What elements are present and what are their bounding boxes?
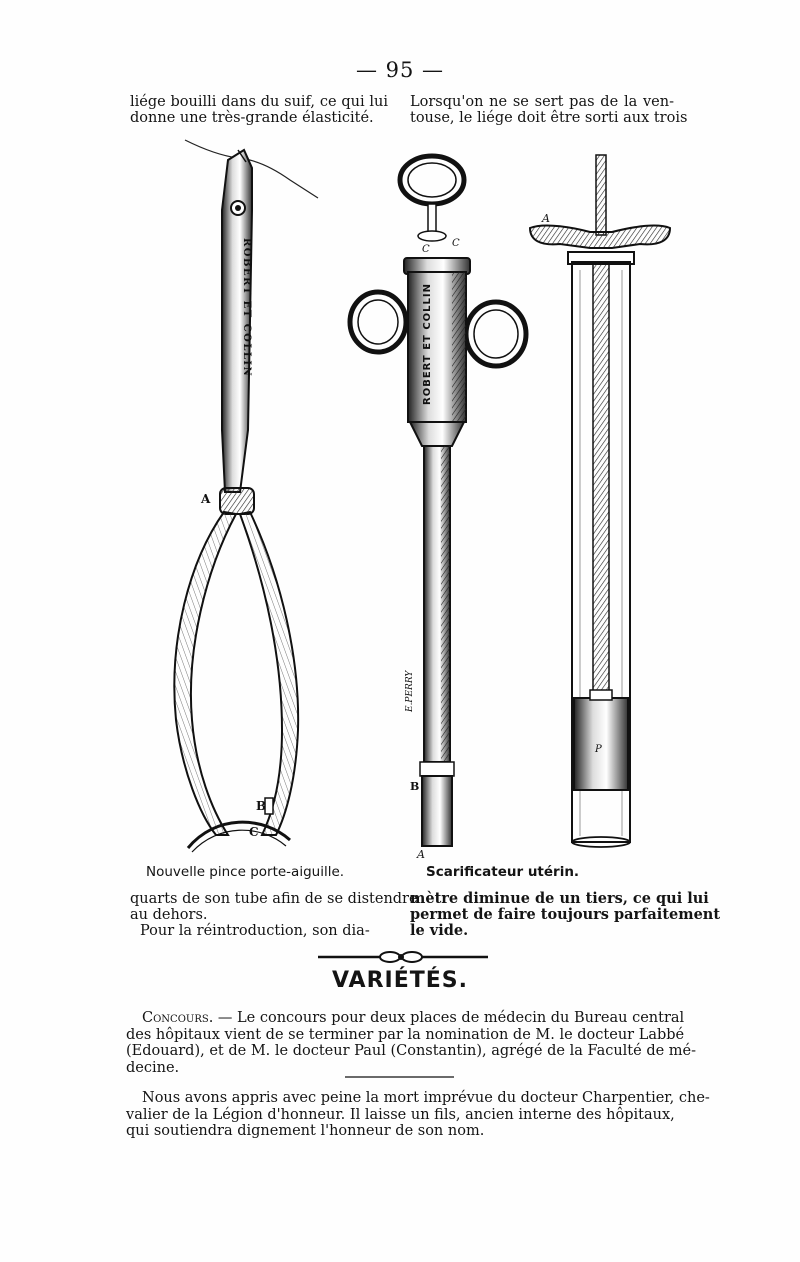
pince-porte-aiguille [174,140,318,852]
text-line: quarts de son tube afin de se distendre [130,891,418,907]
scarif-label-a: A [542,212,550,225]
pince-label-a: A [201,492,211,506]
caption-right: Scarificateur utérin. [426,864,580,880]
syringe-engraving: ROBERT ET COLLIN [422,282,433,405]
syringe-label-c: C [452,238,460,249]
ornamental-divider [318,952,488,962]
paragraph-charpentier [126,1090,710,1140]
text-line: permet de faire toujours parfaitement [410,906,721,923]
mid-left-column [130,891,418,939]
text-line: au dehors. [130,907,208,923]
text-line: donne une très-grande élasticité. [130,110,374,126]
text-line: mètre diminue de un tiers, ce qui lui [410,890,709,907]
pince-label-b: B [256,799,267,813]
caption-left: Nouvelle pince porte-aiguille. [146,864,345,880]
text-line: touse, le liége doit être sorti aux trois [410,110,688,126]
text-line: des hôpitaux vient de se terminer par la nomination de M. le docteur Labbé [126,1026,685,1043]
pince-engraving: ROBERT ET COLLIN [241,238,252,378]
syringe-label-c-left: C [422,244,430,255]
mid-right-column [410,890,721,939]
text-line: (Edouard), et de M. le docteur Paul (Constantin), agrégé de la Faculté de mé- [126,1043,697,1059]
text-line: liége bouilli dans du suif, ce qui lui [130,94,388,110]
section-title: VARIÉTÉS. [332,968,468,993]
engraver-signature: E.PERRY [405,670,415,712]
text-line: decine. [126,1059,180,1076]
text-line: qui soutiendra dignement l'honneur de son nom. [126,1123,485,1139]
pince-label-c: C [249,825,259,839]
scarif-label-p: P [595,744,602,755]
text-line: le vide. [410,922,469,939]
text-line: Nous avons appris avec peine la mort imprévue du docteur Charpentier, che- [142,1090,710,1106]
text-line: — Le concours pour deux places de médecin du Bureau central [213,1010,685,1026]
syringe-label-a: A [417,848,425,861]
paragraph-concours [126,1010,697,1076]
syringe-instrument [350,156,526,861]
syringe-label-b: B [410,780,420,793]
text-line: valier de la Légion d'honneur. Il laisse un fils, ancien interne des hôpitaux, [126,1106,675,1123]
page-number: — 95 — [355,58,445,82]
text-line: Lorsqu'on ne se sert pas de la ven- [410,94,674,110]
scarificateur-uterin [530,155,670,847]
paragraph-lead: Concours. [142,1010,214,1026]
text-line: Pour la réintroduction, son dia- [140,923,370,939]
